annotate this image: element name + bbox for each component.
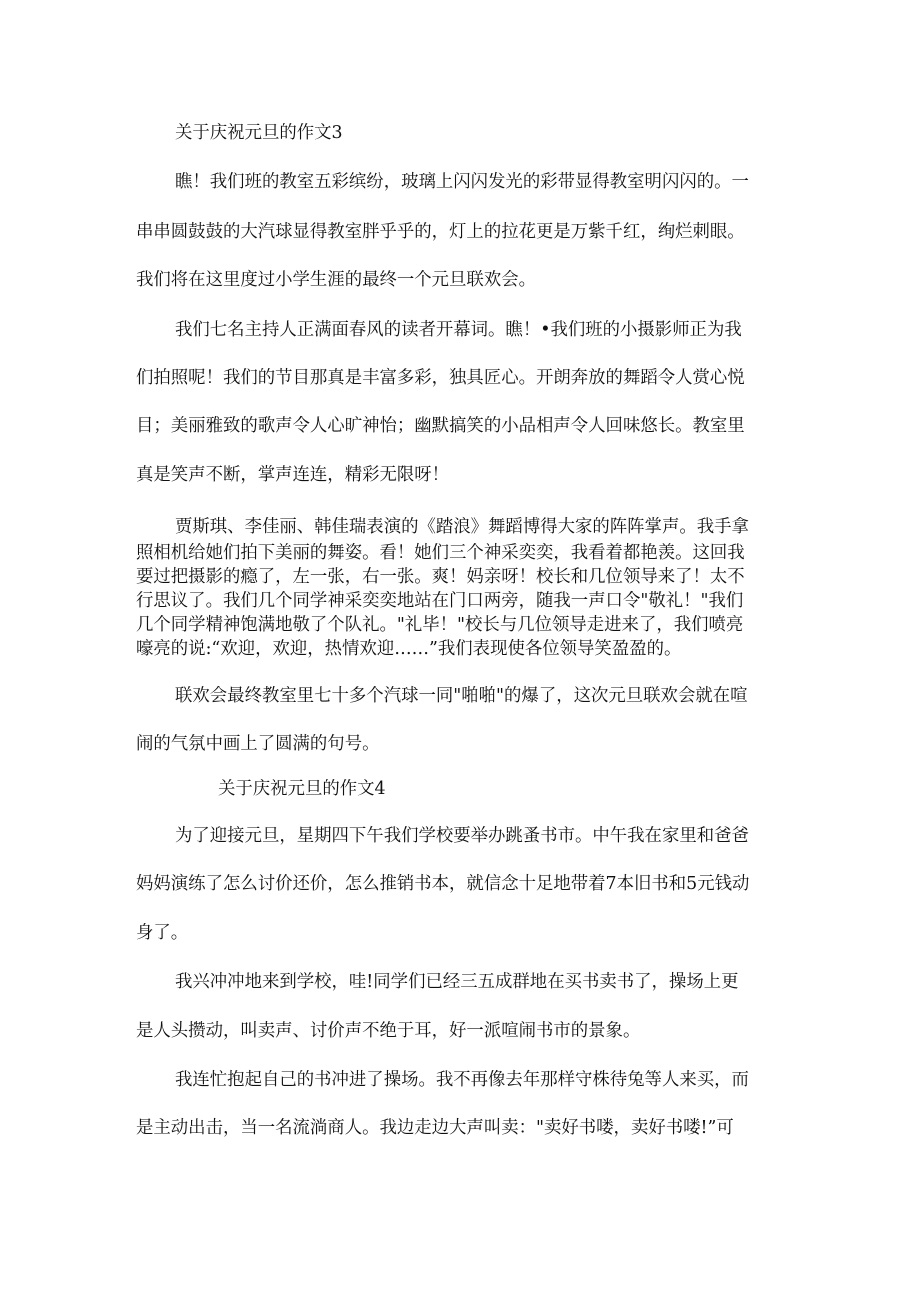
section4-p1-line2: 妈妈演练了怎么讨价还价，怎么推销书本，就信念十足地带着7本旧书和5元钱动 (136, 874, 750, 894)
section3-p3-line3: 要过把摄影的瘾了，左一张，右一张。爽！妈亲呀！校长和几位领导来了！太不 (136, 567, 745, 587)
section3-p3-line5: 几个同学精神饱满地敬了个队礼。"礼毕！"校长与几位领导走进来了，我们喷亮 (136, 615, 744, 635)
section3-p2-line4: 真是笑声不断，掌声连连，精彩无限呀！ (136, 465, 450, 485)
section4-p3-line2: 是主动出击，当一名流淌商人。我边走边大声叫卖："卖好书喽，卖好书喽!”可 (136, 1118, 734, 1138)
section3-title: 关于庆祝元旦的作文3 (175, 123, 343, 143)
section4-p1-line3: 身了。 (136, 923, 189, 943)
section4-p2-line2: 是人头攒动，叫卖声、讨价声不绝于耳，好一派喧闹书市的景象。 (136, 1021, 641, 1041)
section3-p1-line2: 串串圆鼓鼓的大汽球显得教室胖乎乎的，灯上的拉花更是万紫千红，绚烂刺眼。 (136, 222, 745, 242)
section3-p2-line1: 我们七名主持人正满面春风的读者开幕词。瞧！•我们班的小摄影师正为我 (175, 320, 742, 340)
section3-p4-line2: 闹的气氛中画上了圆满的句号。 (136, 734, 380, 754)
section3-p3-line1: 贾斯琪、李佳丽、韩佳瑞表演的《踏浪》舞蹈博得大家的阵阵掌声。我手拿 (175, 517, 749, 537)
section3-p2-line2: 们拍照呢！我们的节目那真是丰富多彩，独具匠心。开朗奔放的舞蹈令人赏心悦 (136, 368, 745, 388)
section3-p4-line1: 联欢会最终教室里七十多个汽球一同"啪啪"的爆了，这次元旦联欢会就在喧 (175, 686, 748, 706)
section4-p1-line1: 为了迎接元旦，星期四下午我们学校要举办跳蚤书市。中午我在家里和爸爸 (175, 826, 749, 846)
section4-p2-line1: 我兴冲冲地来到学校，哇!同学们已经三五成群地在买书卖书了，操场上更 (175, 972, 739, 992)
section3-p2-line3: 目；美丽雅致的歌声令人心旷神怡；幽默搞笑的小品相声令人回味悠长。教室里 (136, 416, 745, 436)
section3-p1-line1: 瞧！我们班的教室五彩缤纷，玻璃上闪闪发光的彩带显得教室明闪闪的。一 (175, 172, 749, 192)
section3-p3-line6: 嚎亮的说:“欢迎，欢迎，热情欢迎……”我们表现使各位领导笑盈盈的。 (136, 639, 682, 659)
section4-p3-line1: 我连忙抱起自己的书冲进了操场。我不再像去年那样守株待兔等人来买，而 (175, 1070, 749, 1090)
section3-p3-line4: 行思议了。我们几个同学神采奕奕地站在门口两旁，随我一声口令"敬礼！"我们 (136, 591, 744, 611)
section3-p3-line2: 照相机给她们拍下美丽的舞姿。看！她们三个神采奕奕，我看着都艳羡。这回我 (136, 543, 745, 563)
section3-p1-line3: 我们将在这里度过小学生涯的最终一个元旦联欢会。 (136, 270, 536, 290)
section4-title: 关于庆祝元旦的作文4 (218, 779, 386, 799)
